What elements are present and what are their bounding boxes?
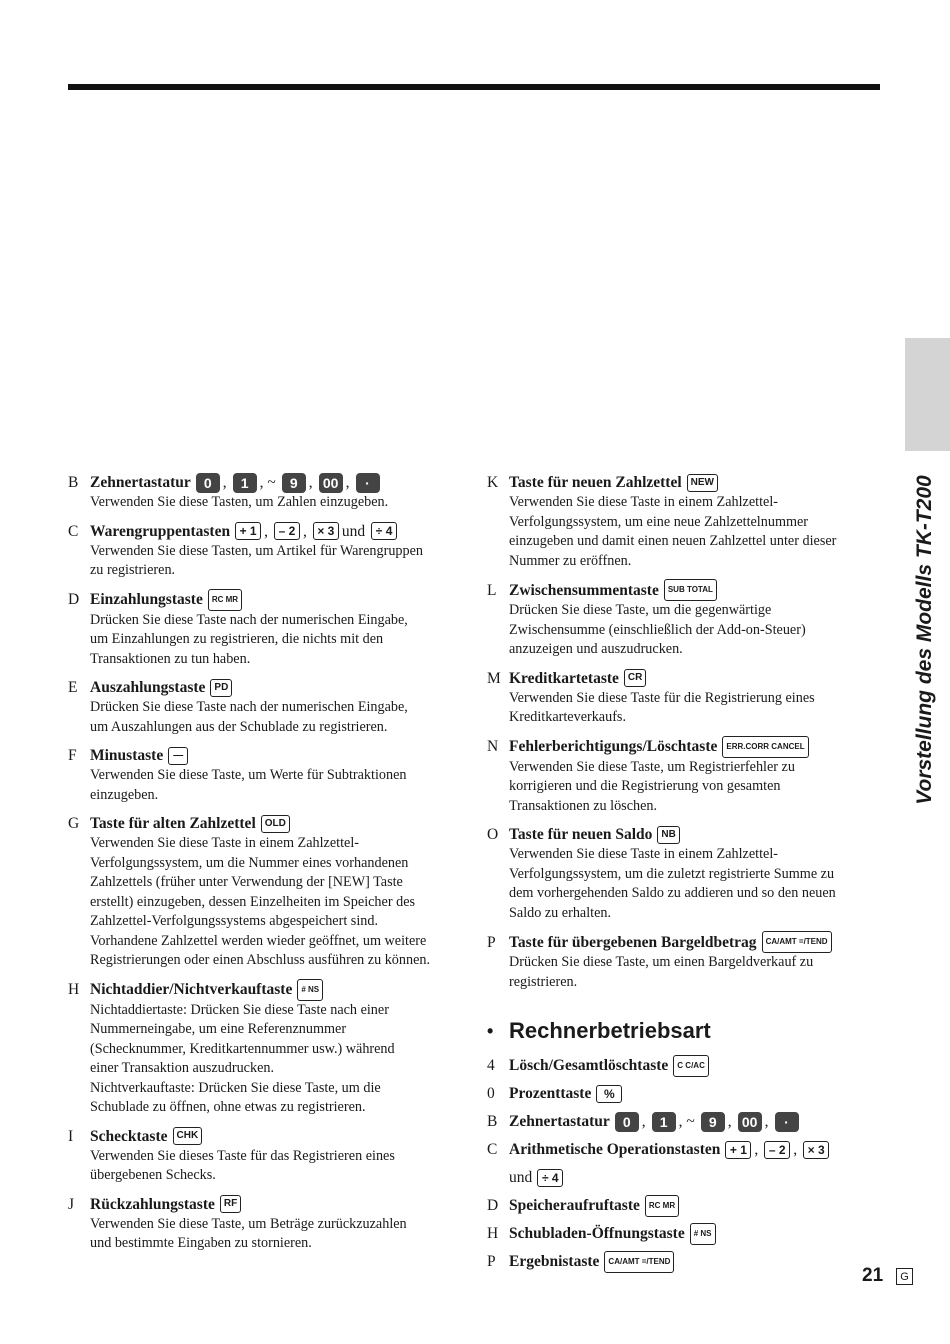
description-line: Verfolgungssystem, um eine neue Zahlzettelnummer — [509, 513, 809, 530]
key-entry — [68, 979, 463, 1118]
key-icon: – 2 — [274, 522, 300, 540]
key-entry-head — [68, 521, 463, 542]
key-entry — [487, 668, 879, 728]
description-line: Registrierungen oder einen Abschluss ausführen zu können. — [90, 952, 431, 968]
key-reference-letter: B — [68, 474, 79, 491]
calc-key-row — [487, 1080, 879, 1108]
key-reference-letter: P — [487, 933, 496, 951]
key-icon: RC MR — [645, 1195, 679, 1217]
key-icon: # NS — [690, 1223, 716, 1245]
key-icon: CR — [624, 669, 646, 687]
key-separator: , ~ — [678, 1113, 695, 1130]
key-reference-letter: J — [68, 1195, 75, 1213]
key-name: Zehnertastatur — [90, 474, 191, 491]
description-line: Verwenden Sie diese Taste in einem Zahlzettel- — [509, 494, 778, 510]
key-reference-letter: H — [487, 1225, 499, 1242]
key-description — [90, 698, 463, 737]
key-name: Zwischensummentaste — [509, 581, 659, 599]
key-description — [509, 493, 879, 571]
key-entry — [68, 1194, 463, 1254]
description-line: Drücken Sie diese Taste nach der numerischen Eingabe, — [90, 699, 408, 715]
key-name: Speicheraufruftaste — [509, 1197, 640, 1214]
key-icon: – 2 — [764, 1141, 790, 1159]
key-icon: OLD — [261, 815, 290, 833]
key-reference-letter: D — [487, 1197, 499, 1214]
key-entry-head — [487, 668, 879, 689]
key-separator: , — [222, 474, 227, 491]
key-reference-letter: N — [487, 738, 499, 755]
key-reference-letter: H — [68, 981, 80, 998]
key-reference-letter: 0 — [487, 1085, 495, 1102]
key-name: Zehnertastatur — [509, 1113, 610, 1130]
key-name: Kreditkartetaste — [509, 669, 619, 687]
key-name: Taste für alten Zahlzettel — [90, 815, 256, 832]
key-name: Schecktaste — [90, 1127, 168, 1145]
key-icon: × 3 — [313, 522, 339, 540]
key-description — [90, 1001, 463, 1118]
key-name: Fehlerberichtigungs/Löschtaste — [509, 738, 718, 755]
key-icon: ÷ 4 — [371, 522, 397, 540]
description-line: und bestimmte Eingaben zu stornieren. — [90, 1235, 312, 1251]
key-entry — [68, 677, 463, 737]
key-description — [509, 689, 879, 728]
key-entry — [487, 931, 879, 992]
key-entry-head — [487, 824, 879, 845]
key-name: Prozenttaste — [509, 1085, 592, 1102]
key-entry-head — [68, 1194, 463, 1215]
description-line: Drücken Sie diese Taste nach der numerischen Eingabe, — [90, 611, 408, 628]
key-description — [90, 1147, 463, 1186]
key-icon: 00 — [738, 1112, 762, 1132]
key-reference-letter: M — [487, 669, 501, 687]
key-icon: RC MR — [208, 589, 242, 611]
description-line: um Einzahlungen zu registrieren, die nichts mit den — [90, 631, 384, 647]
key-separator: , — [793, 1141, 798, 1158]
key-description — [509, 758, 879, 817]
key-icon: CHK — [173, 1127, 203, 1145]
key-entry-head — [68, 979, 463, 1001]
key-icon: PD — [210, 679, 232, 697]
key-icon: + 1 — [235, 522, 261, 540]
description-line: Nummer zu eröffnen. — [509, 552, 632, 569]
key-icon: 00 — [319, 473, 343, 493]
key-icon: CA/AMT =/TEND — [762, 931, 832, 953]
key-separator: , — [754, 1141, 759, 1158]
key-icon: — — [168, 747, 188, 765]
page-number: 21 — [862, 1265, 884, 1286]
description-line: zu registrieren. — [90, 562, 176, 578]
key-entry — [68, 521, 463, 581]
key-entry-head — [68, 745, 463, 766]
key-entry-head — [487, 931, 879, 953]
key-separator: , — [302, 522, 307, 540]
key-separator: , — [764, 1113, 769, 1130]
key-entry-head — [68, 589, 463, 611]
key-reference-letter: G — [68, 815, 80, 832]
key-entry — [487, 736, 879, 817]
description-line: Schublade zu öffnen, ohne etwas zu registrieren. — [90, 1099, 366, 1115]
key-reference-letter: C — [68, 522, 79, 540]
description-line: Transaktionen zu tun haben. — [90, 650, 251, 667]
key-icon: × 3 — [803, 1141, 829, 1159]
description-line: Verfolgungssystem, um die zuletzt registrierte Summe zu — [509, 865, 835, 882]
calc-section-heading — [487, 1018, 879, 1044]
key-icon: NEW — [687, 474, 718, 492]
key-reference-letter: E — [68, 679, 78, 696]
key-separator: , — [308, 474, 313, 491]
key-name: und — [509, 1169, 533, 1186]
key-entry-head — [68, 472, 463, 493]
calc-key-row — [487, 1192, 879, 1220]
key-icon: 0 — [196, 473, 220, 493]
description-line: übergebenen Schecks. — [90, 1167, 216, 1183]
key-description — [90, 1215, 463, 1254]
key-icon: 0 — [615, 1112, 639, 1132]
key-icon: % — [596, 1085, 622, 1103]
key-entry — [68, 589, 463, 670]
description-line: Verwenden Sie diese Tasten, um Zahlen einzugeben. — [90, 494, 389, 510]
key-description — [509, 953, 879, 992]
key-entry-head — [68, 1126, 463, 1147]
description-line: Nichtverkauftaste: Drücken Sie diese Taste, um die — [90, 1079, 381, 1096]
description-line: korrigieren und die Registrierung von gesamten — [509, 778, 781, 794]
description-line: einzugeben. — [90, 786, 159, 803]
key-icon: SUB TOTAL — [664, 579, 717, 601]
calc-key-row — [487, 1164, 879, 1192]
description-line: registrieren. — [509, 973, 578, 990]
key-name: Einzahlungstaste — [90, 591, 203, 608]
description-line: um Auszahlungen aus der Schublade zu registrieren. — [90, 718, 388, 735]
key-name: Warengruppentasten — [90, 522, 231, 540]
description-line: Verwenden Sie diese Taste, um Beträge zurückzuzahlen — [90, 1215, 407, 1232]
key-separator: und — [341, 522, 366, 540]
calc-key-row — [487, 1136, 879, 1164]
key-reference-letter: 4 — [487, 1057, 495, 1074]
key-name: Auszahlungstaste — [90, 679, 206, 696]
section-title: Rechnerbetriebsart — [509, 1018, 711, 1043]
key-description — [509, 601, 879, 660]
key-entry — [487, 579, 879, 660]
key-entry — [68, 745, 463, 805]
key-reference-letter: B — [487, 1113, 498, 1130]
key-icon: 1 — [652, 1112, 676, 1132]
description-line: Kreditkarteverkaufs. — [509, 709, 626, 725]
description-line: Verwenden Sie diese Taste in einem Zahlzettel- — [90, 835, 359, 851]
key-reference-letter: I — [68, 1127, 74, 1145]
key-name: Taste für neuen Zahlzettel — [509, 474, 682, 491]
key-name: Schubladen-Öffnungstaste — [509, 1225, 685, 1242]
key-icon: 9 — [701, 1112, 725, 1132]
calc-key-row — [487, 1052, 879, 1080]
key-name: Taste für neuen Saldo — [509, 826, 653, 843]
key-icon: NB — [657, 826, 679, 844]
description-line: Verwenden Sie diese Taste, um Werte für Subtraktionen — [90, 767, 407, 783]
right-column — [487, 472, 879, 1276]
key-description — [90, 493, 463, 513]
key-icon: CA/AMT =/TEND — [604, 1251, 674, 1273]
chapter-title-text: Vorstellung des Modells TK-T200 — [913, 475, 936, 805]
calc-key-list — [487, 1052, 879, 1276]
right-items — [487, 472, 879, 992]
key-name: Minustaste — [90, 747, 164, 764]
key-entry — [68, 813, 463, 971]
key-entry — [68, 1126, 463, 1186]
key-name: Arithmetische Operationstasten — [509, 1141, 721, 1158]
key-icon: # NS — [297, 979, 323, 1001]
description-line: Zahlzettel-Verfolgungssystems abgespeichert sind. — [90, 913, 379, 929]
key-separator: , — [641, 1113, 646, 1130]
description-line: Zahlzettels (früher unter Verwendung der [NEW] Taste — [90, 874, 403, 890]
key-description — [90, 834, 463, 971]
description-line: erstellt) einzugeben, dessen Einzelheiten im Speicher des — [90, 893, 416, 910]
key-icon: C C/AC — [673, 1055, 709, 1077]
left-column — [68, 472, 463, 1262]
description-line: einzugeben und damit einen neuen Zahlzettel unter dieser — [509, 533, 837, 549]
key-description — [90, 766, 463, 805]
key-description — [90, 542, 463, 581]
description-line: Verwenden Sie diese Taste für die Registrierung eines — [509, 689, 815, 706]
key-entry-head — [68, 677, 463, 698]
description-line: (Schecknummer, Kreditkartennummer usw.) während — [90, 1040, 395, 1057]
key-separator: , — [264, 522, 268, 540]
key-entry — [68, 472, 463, 513]
key-icon: 9 — [282, 473, 306, 493]
description-line: Drücken Sie diese Taste, um einen Bargeldverkauf zu — [509, 954, 814, 970]
key-name: Taste für übergebenen Bargeldbetrag — [509, 933, 757, 951]
description-line: einer Transaktion auszudrucken. — [90, 1060, 275, 1076]
key-entry-head — [487, 579, 879, 601]
key-entry-head — [487, 472, 879, 493]
key-icon: + 1 — [725, 1141, 751, 1159]
key-icon: · — [775, 1112, 799, 1132]
key-name: Ergebnistaste — [509, 1253, 600, 1270]
chapter-title — [912, 460, 938, 820]
description-line: Verwenden Sie diese Tasten, um Artikel für Warengruppen — [90, 542, 424, 559]
key-icon: 1 — [233, 473, 257, 493]
description-line: Vorhandene Zahlzettel werden wieder geöffnet, um weitere — [90, 932, 427, 949]
key-entry-head — [487, 736, 879, 758]
description-line: Verwenden Sie dieses Taste für das Registrieren eines — [90, 1147, 395, 1164]
key-reference-letter: P — [487, 1253, 496, 1270]
description-line: Drücken Sie diese Taste, um die gegenwärtige — [509, 602, 772, 618]
top-rule — [68, 84, 880, 90]
language-tag: G — [896, 1268, 913, 1285]
description-line: anzuzeigen und auszudrucken. — [509, 641, 683, 657]
key-reference-letter: F — [68, 747, 77, 764]
description-line: Zwischensumme (einschließlich der Add-on-Steuer) — [509, 621, 806, 638]
key-separator: , — [345, 474, 350, 491]
key-icon: ÷ 4 — [537, 1169, 563, 1187]
key-name: Nichtaddier/Nichtverkauftaste — [90, 981, 293, 998]
key-reference-letter: D — [68, 591, 80, 608]
key-separator: , — [727, 1113, 732, 1130]
key-reference-letter: C — [487, 1141, 498, 1158]
description-line: Nichtaddiertaste: Drücken Sie diese Taste nach einer — [90, 1001, 389, 1018]
key-icon: RF — [220, 1195, 241, 1213]
key-icon: ERR.CORR CANCEL — [722, 736, 808, 758]
key-entry — [487, 824, 879, 923]
bullet: • — [487, 1020, 494, 1041]
key-name: Lösch/Gesamtlöschtaste — [509, 1057, 669, 1074]
description-line: dem vorhergehenden Saldo zu addieren und so den neuen — [509, 885, 836, 901]
key-icon: · — [356, 473, 380, 493]
key-entry — [487, 472, 879, 571]
description-line: Saldo zu erhalten. — [509, 904, 612, 921]
chapter-tab — [905, 338, 950, 451]
key-name: Rückzahlungstaste — [90, 1195, 215, 1213]
key-entry-head — [68, 813, 463, 834]
key-reference-letter: O — [487, 826, 499, 843]
description-line: Verwenden Sie diese Taste in einem Zahlzettel- — [509, 846, 778, 862]
description-line: Verwenden Sie diese Taste, um Registrierfehler zu — [509, 758, 795, 775]
calc-key-row — [487, 1220, 879, 1248]
description-line: Verfolgungssystem, um die Nummer eines vorhandenen — [90, 854, 409, 871]
key-description — [509, 845, 879, 923]
calc-key-row — [487, 1108, 879, 1136]
calc-key-row — [487, 1248, 879, 1276]
key-reference-letter: K — [487, 474, 499, 491]
key-separator: , ~ — [259, 474, 276, 491]
description-line: Nummerneingabe, um eine Referenznummer — [90, 1021, 347, 1037]
key-reference-letter: L — [487, 581, 497, 599]
key-description — [90, 611, 463, 670]
description-line: Transaktionen zu löschen. — [509, 797, 658, 814]
